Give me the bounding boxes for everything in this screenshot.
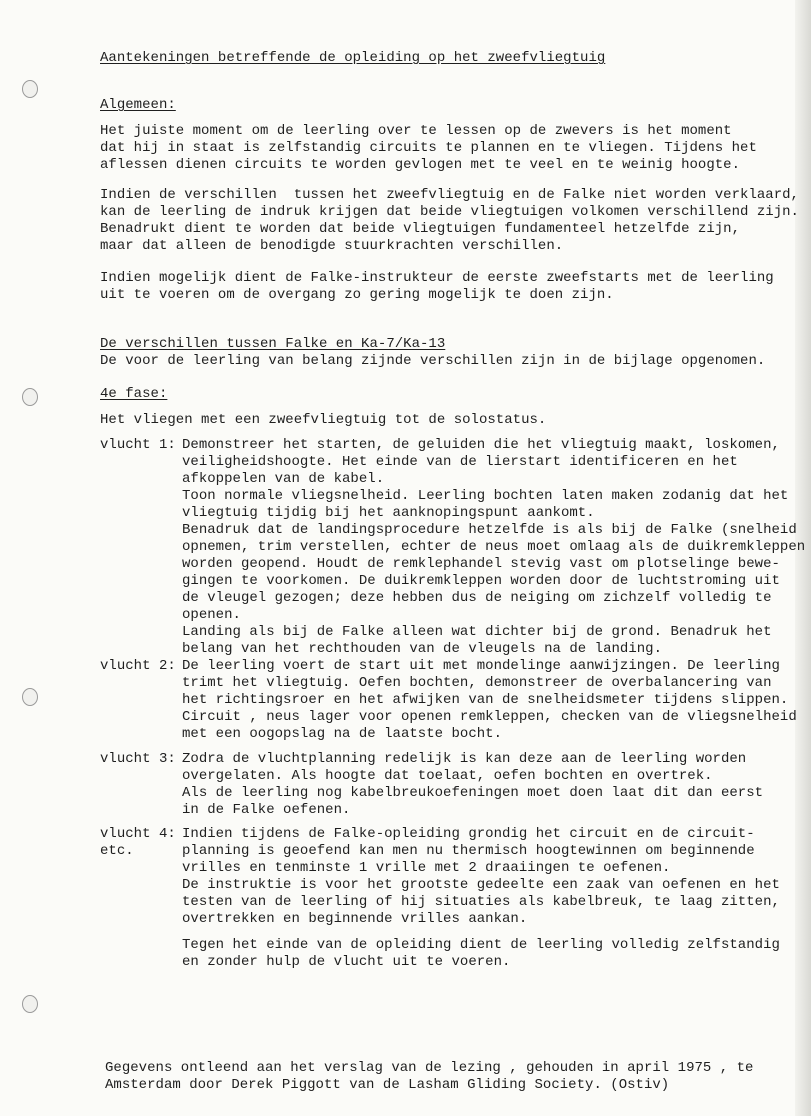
flight-line: het richtingsroer en het afwijken van de snelheidsmeter tijdens slippen.: [182, 692, 789, 708]
flight-line: Toon normale vliegsnelheid. Leerling bochten laten maken zodanig dat het: [182, 488, 789, 504]
footer-source-line: Gegevens ontleend aan het verslag van de lezing , gehouden in april 1975 , te: [105, 1060, 754, 1076]
flight-label: vlucht 4:: [100, 826, 176, 842]
flight-line: worden geopend. Houdt de remklephandel stevig vast om plotselinge bewe-: [182, 556, 780, 572]
flight-line: Benadruk dat de landingsprocedure hetzelfde is als bij de Falke (snelheid: [182, 522, 797, 538]
paragraph-line: aflessen dienen circuits te worden gevlogen met te veel en te weinig hoogte.: [100, 157, 741, 173]
section-heading-algemeen: Algemeen:: [100, 97, 176, 113]
flight-line: veiligheidshoogte. Het einde van de lierstart identificeren en het: [182, 454, 738, 470]
paragraph-line: De voor de leerling van belang zijnde verschillen zijn in de bijlage opgenomen.: [100, 353, 766, 369]
flight-line: vrilles en tenminste 1 vrille met 2 draaiingen te oefenen.: [182, 860, 671, 876]
flight-line: afkoppelen van de kabel.: [182, 471, 385, 487]
flight-label: vlucht 3:: [100, 751, 176, 767]
flight-line: in de Falke oefenen.: [182, 802, 351, 818]
flight-line: openen.: [182, 607, 241, 623]
flight-line: De leerling voert de start uit met mondelinge aanwijzingen. De leerling: [182, 658, 780, 674]
paragraph-line: Indien mogelijk dient de Falke-instrukteur de eerste zweefstarts met de leerling: [100, 270, 774, 286]
footer-source-line: Amsterdam door Derek Piggott van de Lasham Gliding Society. (Ostiv): [105, 1077, 670, 1093]
flight-line: gingen te voorkomen. De duikremkleppen worden door de luchtstroming uit: [182, 573, 780, 589]
paragraph-line: kan de leerling de indruk krijgen dat beide vliegtuigen volkomen verschillend zijn.: [100, 204, 799, 220]
paragraph-line: dat hij in staat is zelfstandig circuits te plannen en te vliegen. Tijdens het: [100, 140, 757, 156]
flight-line: overgelaten. Als hoogte dat toelaat, oefen bochten en overtrek.: [182, 768, 713, 784]
flight-line: Zodra de vluchtplanning redelijk is kan deze aan de leerling worden: [182, 751, 747, 767]
flight-label: vlucht 1:: [100, 437, 176, 453]
document-title: Aantekeningen betreffende de opleiding op het zweefvliegtuig: [100, 50, 606, 66]
flight-line: Demonstreer het starten, de geluiden die het vliegtuig maakt, loskomen,: [182, 437, 780, 453]
paragraph-line: Het vliegen met een zweefvliegtuig tot de solostatus.: [100, 412, 547, 428]
flight-line: Landing als bij de Falke alleen wat dichter bij de grond. Benadruk het: [182, 624, 772, 640]
flight-line: Circuit , neus lager voor openen remkleppen, checken van de vliegsnelheid: [182, 709, 797, 725]
flight-line: Tegen het einde van de opleiding dient de leerling volledig zelfstandig: [182, 937, 780, 953]
paragraph-line: maar dat alleen de benodigde stuurkrachten verschillen.: [100, 238, 564, 254]
flight-line: met een oogopslag na de laatste bocht.: [182, 726, 503, 742]
flight-label-etc: etc.: [100, 843, 134, 859]
flight-line: Indien tijdens de Falke-opleiding grondig het circuit en de circuit-: [182, 826, 755, 842]
flight-line: opnemen, trim verstellen, echter de neus moet omlaag als de duikremkleppen: [182, 539, 806, 555]
flight-line: belang van het rechthouden van de vleugels na de landing.: [182, 641, 663, 657]
flight-line: overtrekken en beginnende vrilles aankan.: [182, 911, 528, 927]
flight-line: planning is geoefend kan men nu thermisch hoogtewinnen om beginnende: [182, 843, 755, 859]
paragraph-line: Benadrukt dient te worden dat beide vliegtuigen fundamenteel hetzelfde zijn,: [100, 221, 741, 237]
flight-label: vlucht 2:: [100, 658, 176, 674]
flight-line: De instruktie is voor het grootste gedeelte een zaak van oefenen en het: [182, 877, 780, 893]
flight-line: vliegtuig tijdig bij het aanknopingspunt aankomt.: [182, 505, 595, 521]
paragraph-line: Indien de verschillen tussen het zweefvliegtuig en de Falke niet worden verklaard,: [100, 187, 799, 203]
section-heading-fase: 4e fase:: [100, 386, 168, 402]
paragraph-line: uit te voeren om de overgang zo gering mogelijk te doen zijn.: [100, 287, 614, 303]
paragraph-line: Het juiste moment om de leerling over te lessen op de zwevers is het moment: [100, 123, 732, 139]
flight-line: testen van de leerling of hij situaties als kabelbreuk, te laag zitten,: [182, 894, 780, 910]
flight-line: trimt het vliegtuig. Oefen bochten, demonstreer de overbalancering van: [182, 675, 772, 691]
flight-line: Als de leerling nog kabelbreukoefeningen moet doen laat dit dan eerst: [182, 785, 764, 801]
flight-line: de vleugel gezogen; deze hebben dus de neiging om zichzelf volledig te: [182, 590, 772, 606]
section-heading-verschillen: De verschillen tussen Falke en Ka-7/Ka-13: [100, 336, 446, 352]
flight-line: en zonder hulp de vlucht uit te voeren.: [182, 954, 511, 970]
